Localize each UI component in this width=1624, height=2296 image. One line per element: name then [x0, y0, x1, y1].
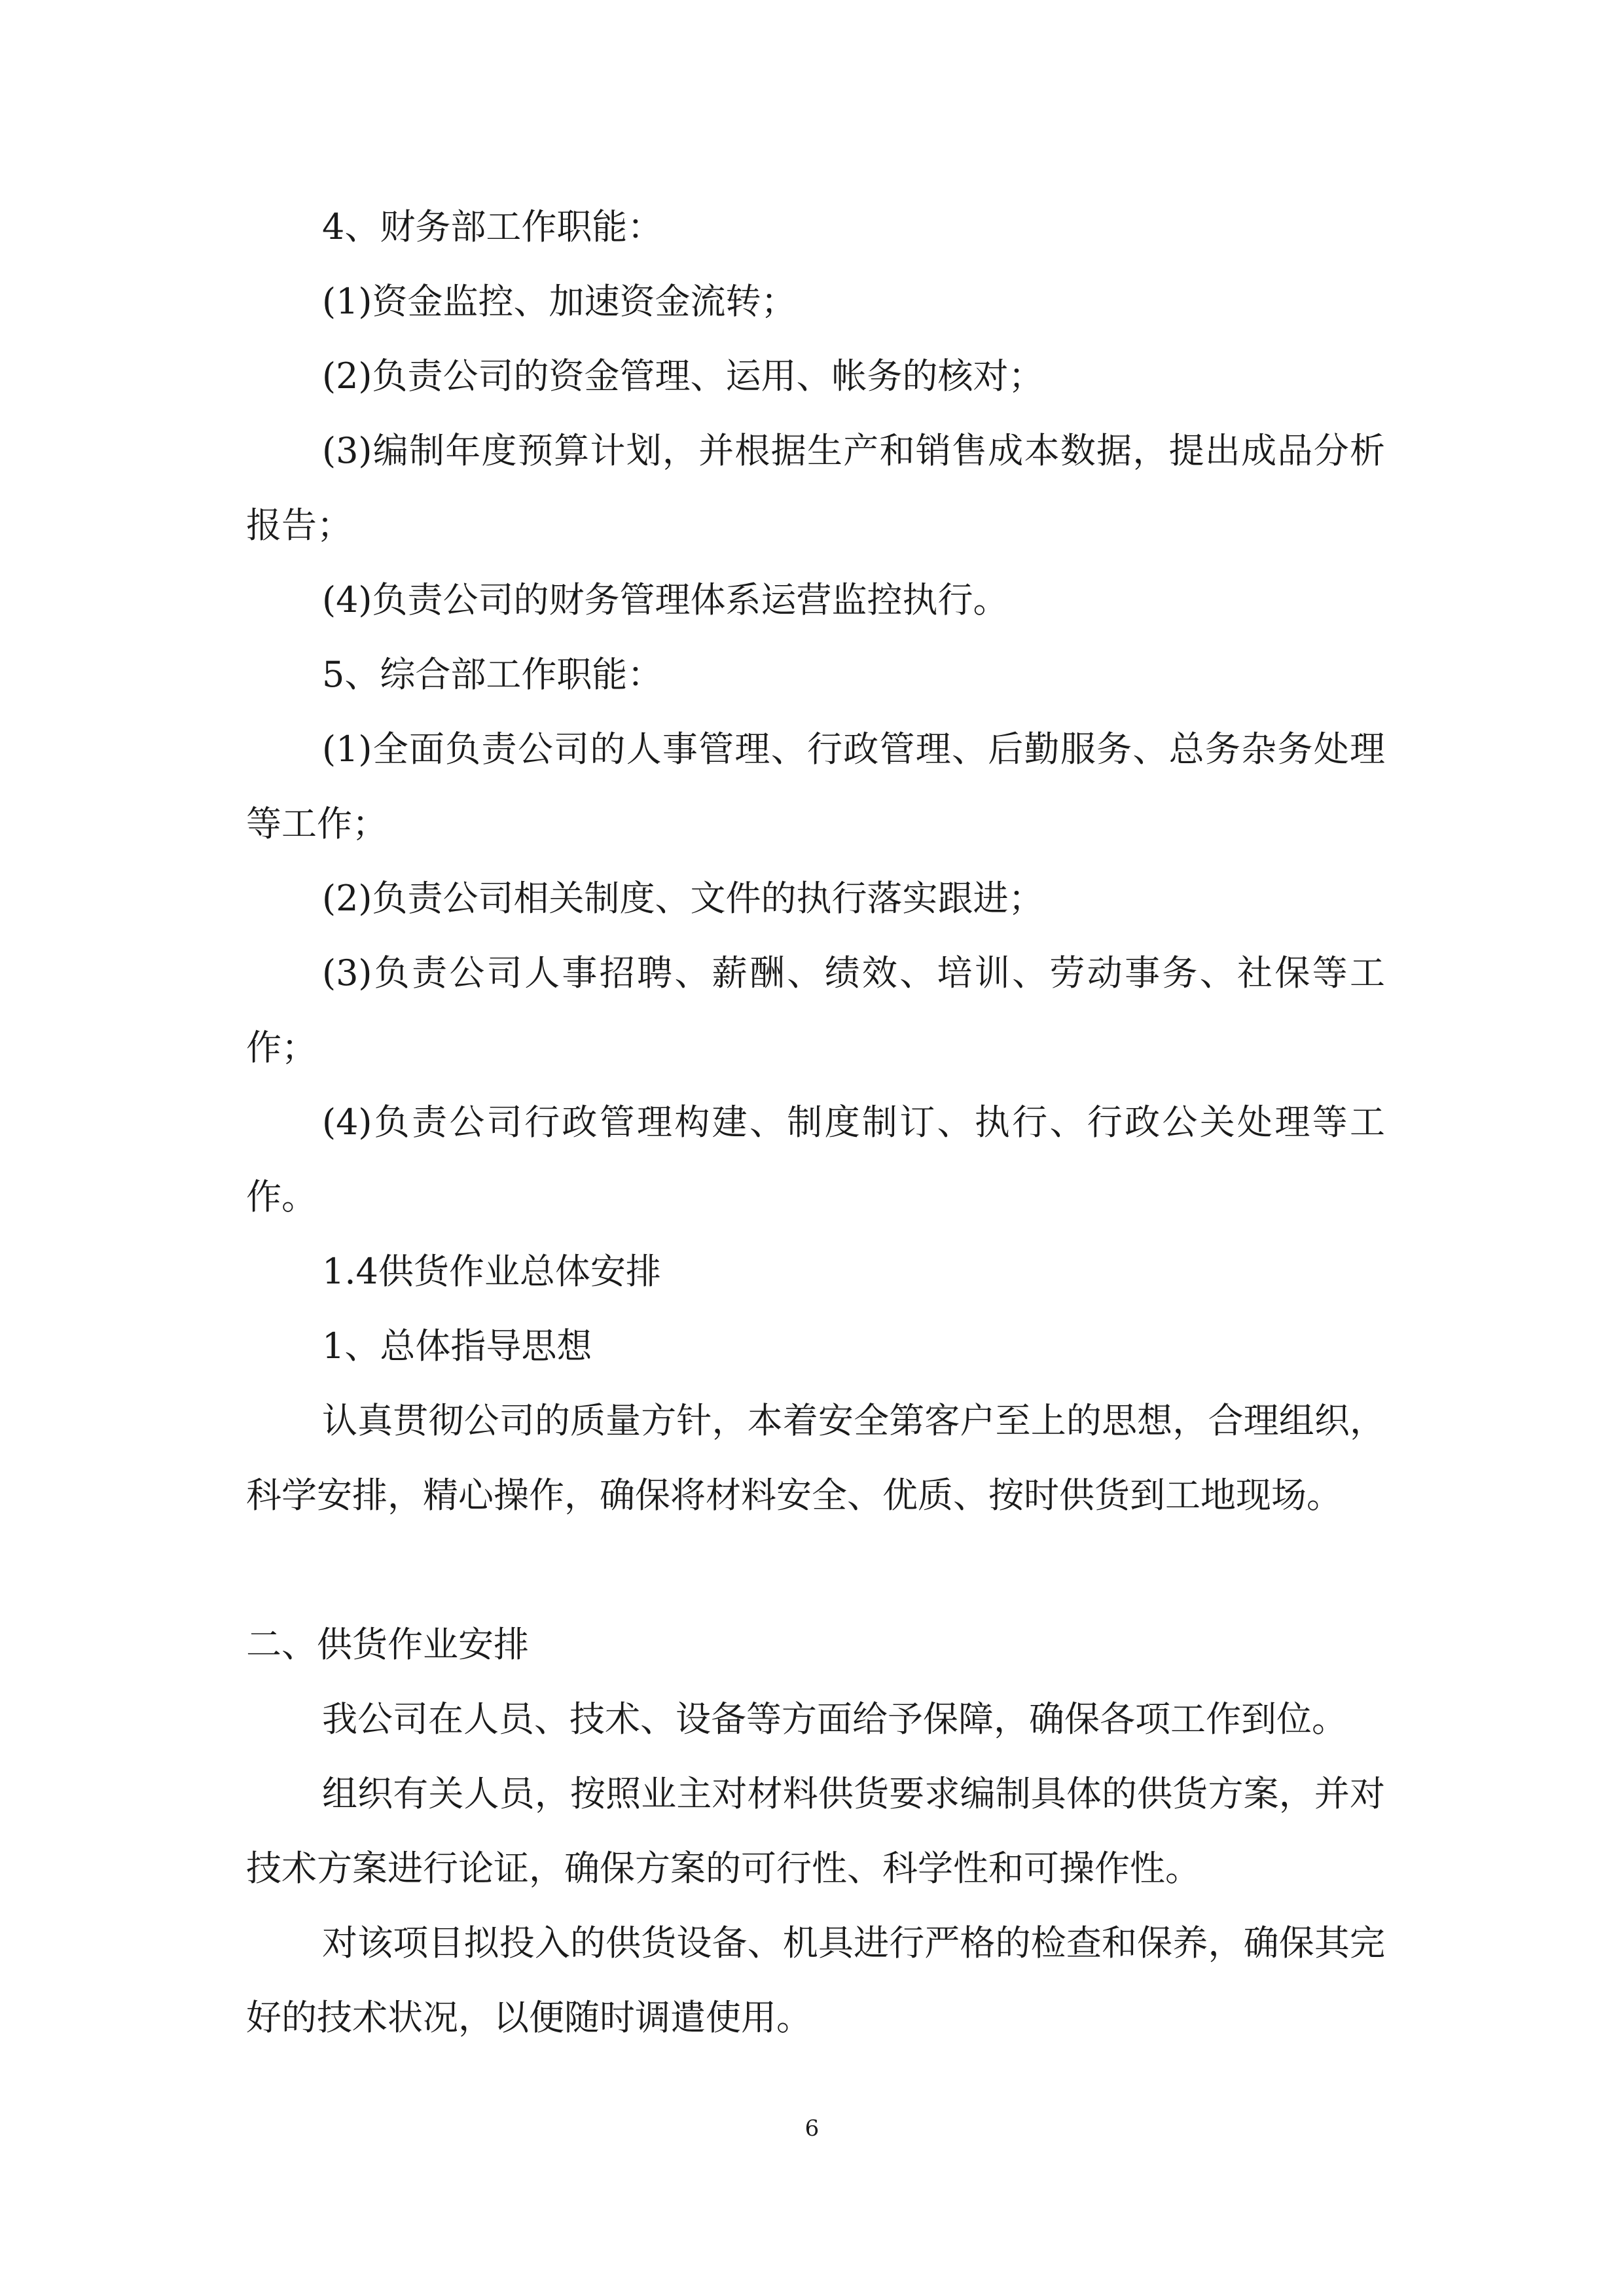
- supply-paragraph-3: 对该项目拟投入的供货设备、机具进行严格的检查和保养，确保其完好的技术状况，以便随时调遣使用。: [246, 1922, 1385, 2038]
- general-item-3: (3)负责公司人事招聘、薪酬、绩效、培训、劳动事务、社保等工作；: [246, 952, 1385, 1068]
- finance-item-2: (2)负责公司的资金管理、运用、帐务的核对；: [322, 355, 1044, 397]
- subheading-guiding-idea: 1、总体指导思想: [322, 1325, 592, 1367]
- supply-paragraph-2: 组织有关人员，按照业主对材料供货要求编制具体的供货方案，并对技术方案进行论证，确保方案的可行性、科学性和可操作性。: [246, 1773, 1385, 1889]
- section-gap: [246, 1533, 1385, 1607]
- finance-item-1: (1)资金监控、加速资金流转；: [322, 281, 797, 322]
- body-text: [246, 190, 1385, 2055]
- heading-general-dept: 5、综合部工作职能：: [322, 654, 663, 695]
- general-item-1: (1)全面负责公司的人事管理、行政管理、后勤服务、总务杂务处理等工作；: [246, 728, 1385, 844]
- finance-item-4: (4)负责公司的财务管理体系运营监控执行。: [322, 579, 1009, 620]
- finance-item-3: (3)编制年度预算计划，并根据生产和销售成本数据，提出成品分析报告；: [246, 430, 1385, 546]
- general-item-4: (4)负责公司行政管理构建、制度制订、执行、行政公关处理等工作。: [246, 1102, 1385, 1217]
- page-number: 6: [804, 2115, 820, 2142]
- guiding-idea-paragraph: 认真贯彻公司的质量方针，本着安全第客户至上的思想，合理组织，科学安排，精心操作，确保将材料安全、优质、按时供货到工地现场。: [246, 1400, 1385, 1516]
- supply-paragraph-1: 我公司在人员、技术、设备等方面给予保障，确保各项工作到位。: [322, 1698, 1347, 1740]
- heading-finance-dept: 4、财务部工作职能：: [322, 206, 663, 247]
- general-item-2: (2)负责公司相关制度、文件的执行落实跟进；: [322, 878, 1044, 919]
- section-heading-2: 二、供货作业安排: [246, 1624, 529, 1665]
- section-heading-1-4: 1.4供货作业总体安排: [322, 1251, 661, 1292]
